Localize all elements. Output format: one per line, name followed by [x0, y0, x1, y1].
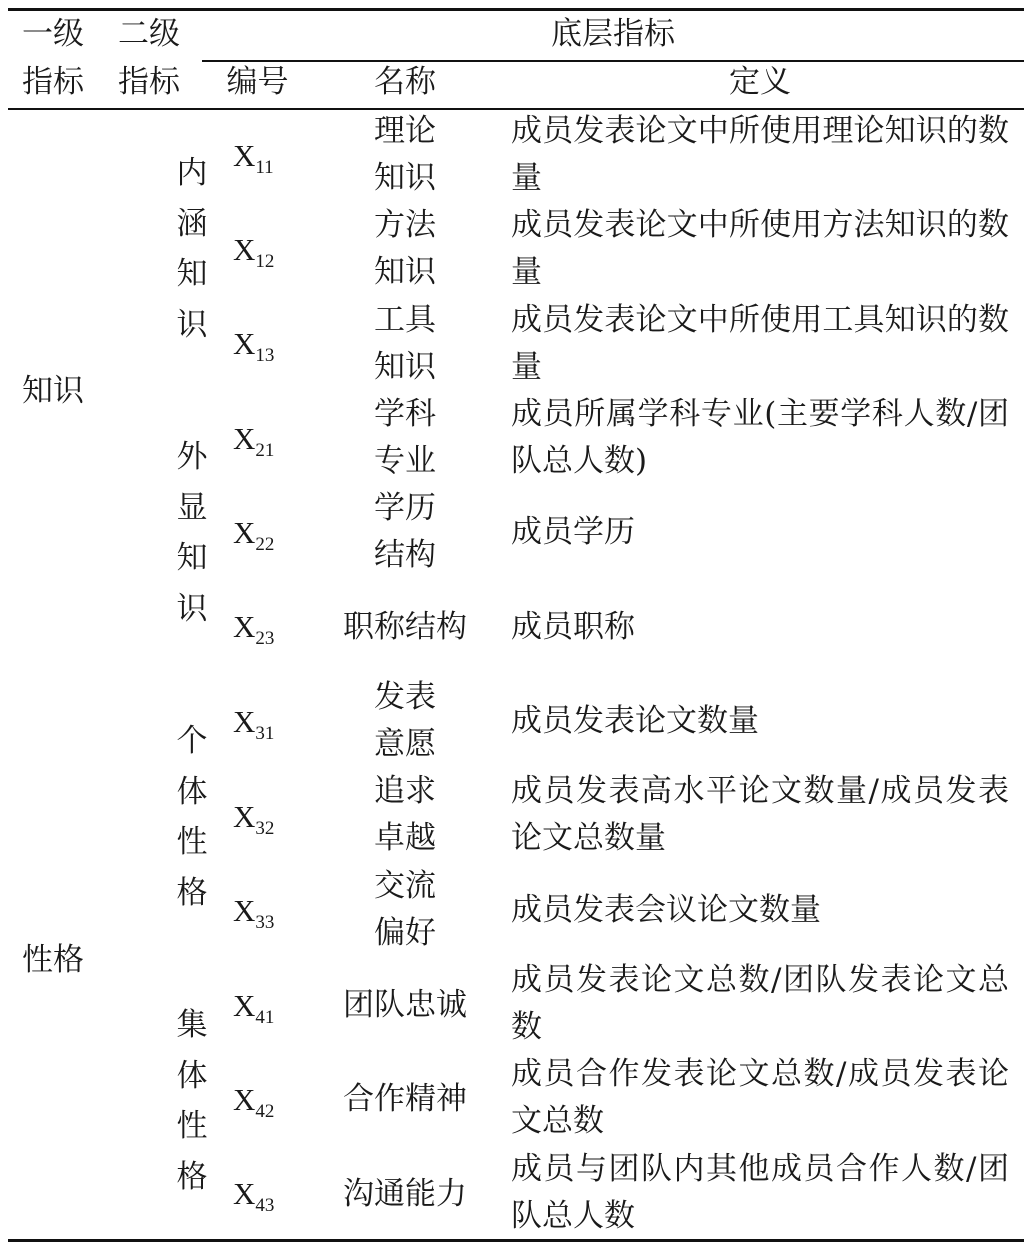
header-level1-line2: 指标 — [22, 64, 84, 100]
top-rule — [8, 8, 1024, 11]
row-code: $X_{23}$ — [233, 609, 275, 649]
subgroup-collective-personality: 集 体 性 格 — [176, 1007, 208, 1195]
row-code: $X_{32}$ — [233, 799, 275, 839]
row-definition: 成员发表论文总数/团队发表论文总数 — [511, 962, 1009, 1045]
row-name: 职称结构 — [343, 609, 467, 645]
header-definition: 定义 — [729, 64, 791, 100]
row-name: 工具 知识 — [374, 302, 436, 385]
header-level1-line1: 一级 — [22, 16, 84, 52]
group-personality: 性格 — [22, 942, 84, 978]
row-name: 合作精神 — [343, 1081, 467, 1117]
row-definition: 成员发表会议论文数量 — [511, 892, 821, 928]
row-code: $X_{42}$ — [233, 1082, 275, 1122]
header-bottom-layer-title: 底层指标 — [551, 16, 675, 52]
row-code: $X_{43}$ — [233, 1176, 275, 1216]
row-name: 学历 结构 — [374, 490, 436, 573]
row-code: $X_{21}$ — [233, 421, 275, 461]
row-code: $X_{41}$ — [233, 988, 275, 1028]
row-definition: 成员发表论文数量 — [511, 703, 759, 739]
row-definition: 成员学历 — [511, 514, 635, 550]
row-definition: 成员职称 — [511, 609, 635, 645]
row-definition: 成员发表论文中所使用方法知识的数量 — [511, 207, 1009, 290]
subgroup-individual-personality: 个 体 性 格 — [176, 723, 208, 911]
row-name: 交流 偏好 — [374, 868, 436, 951]
header-name: 名称 — [374, 64, 436, 100]
row-code: $X_{12}$ — [233, 232, 275, 272]
header-level2-line2: 指标 — [118, 64, 180, 100]
row-definition: 成员发表论文中所使用工具知识的数量 — [511, 302, 1009, 385]
row-definition: 成员与团队内其他成员合作人数/团队总人数 — [511, 1151, 1009, 1234]
row-code: $X_{31}$ — [233, 704, 275, 744]
row-name: 沟通能力 — [343, 1176, 467, 1212]
header-level2-line1: 二级 — [118, 16, 180, 52]
row-name: 追求 卓越 — [374, 773, 436, 856]
row-definition: 成员合作发表论文总数/成员发表论文总数 — [511, 1056, 1009, 1139]
subgroup-explicit-knowledge: 外 显 知 识 — [176, 439, 208, 627]
row-definition: 成员所属学科专业(主要学科人数/团队总人数) — [511, 396, 1009, 479]
subgroup-connotative-knowledge: 内 涵 知 识 — [176, 155, 208, 343]
row-name: 发表 意愿 — [374, 679, 436, 762]
row-code: $X_{11}$ — [233, 138, 274, 178]
row-code: $X_{22}$ — [233, 515, 275, 555]
header-code: 编号 — [226, 64, 289, 100]
row-name: 方法 知识 — [374, 207, 436, 290]
row-name: 学科 专业 — [374, 396, 436, 479]
row-definition: 成员发表论文中所使用理论知识的数量 — [511, 113, 1009, 196]
row-code: $X_{33}$ — [233, 893, 275, 933]
row-definition: 成员发表高水平论文数量/成员发表论文总数量 — [511, 773, 1009, 856]
group-knowledge: 知识 — [22, 373, 84, 409]
row-name: 团队忠诚 — [343, 987, 467, 1023]
row-name: 理论 知识 — [374, 113, 436, 196]
row-code: $X_{13}$ — [233, 326, 275, 366]
